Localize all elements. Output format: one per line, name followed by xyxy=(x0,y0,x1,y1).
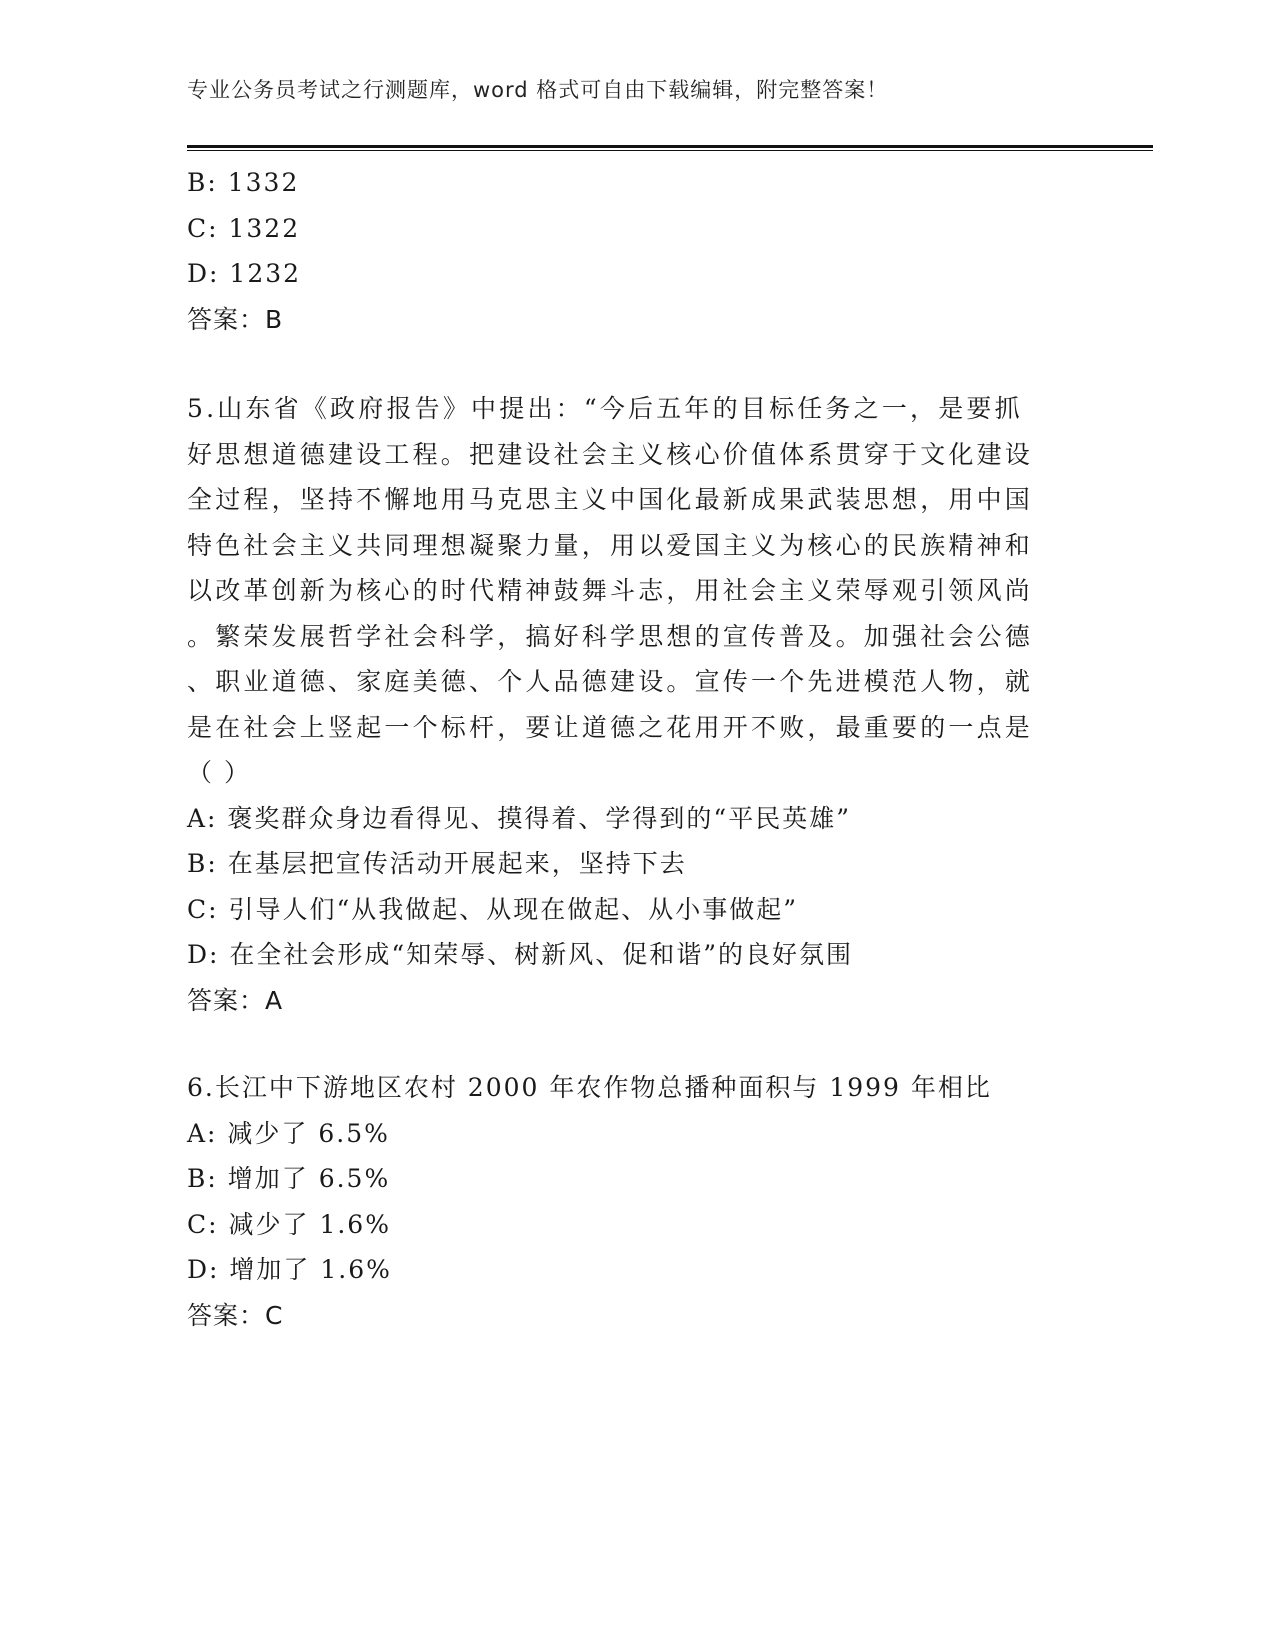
header-rule-thin xyxy=(187,150,1153,151)
option-b: B: 1332 xyxy=(187,168,300,197)
answer-line: 答案：A xyxy=(187,985,284,1015)
option-d: D: 1232 xyxy=(187,259,302,288)
question-content xyxy=(187,160,1067,1338)
option-d: D: 增加了 1.6% xyxy=(187,1255,392,1284)
question-5 xyxy=(187,386,1067,1023)
question-stem-line: 是在社会上竖起一个标杆，要让道德之花用开不败，最重要的一点是 xyxy=(187,712,1034,742)
option-c: C: 减少了 1.6% xyxy=(187,1209,391,1239)
answer-blank-parentheses: （ ） xyxy=(187,758,251,787)
question-stem-line: 好思想道德建设工程。把建设社会主义核心价值体系贯穿于文化建设 xyxy=(187,439,1034,469)
question-stem-line: 5.山东省《政府报告》中提出：“今后五年的目标任务之一，是要抓 xyxy=(187,394,1023,423)
page-header: 专业公务员考试之行测题库，word 格式可自由下载编辑，附完整答案！ xyxy=(187,78,889,102)
question-stem: 6.长江中下游地区农村 2000 年农作物总播种面积与 1999 年相比 xyxy=(187,1073,992,1102)
question-stem-line: 特色社会主义共同理想凝聚力量，用以爱国主义为核心的民族精神和 xyxy=(187,530,1034,560)
question-stem-line: 。繁荣发展哲学社会科学，搞好科学思想的宣传普及。加强社会公德 xyxy=(187,621,1034,651)
option-c: C: 1322 xyxy=(187,213,301,243)
question-4-tail xyxy=(187,160,1067,342)
header-rule-thick xyxy=(187,145,1153,148)
question-stem-line: 以改革创新为核心的时代精神鼓舞斗志，用社会主义荣辱观引领风尚 xyxy=(187,576,1034,605)
question-6 xyxy=(187,1065,1067,1338)
answer-line: 答案：C xyxy=(187,1300,284,1330)
option-d: D: 在全社会形成“知荣辱、树新风、促和谐”的良好氛围 xyxy=(187,940,853,969)
option-b: B: 增加了 6.5% xyxy=(187,1164,391,1193)
option-c: C: 引导人们“从我做起、从现在做起、从小事做起” xyxy=(187,894,799,924)
question-stem-line: 、职业道德、家庭美德、个人品德建设。宣传一个先进模范人物，就 xyxy=(187,667,1034,696)
question-stem-line: 全过程，坚持不懈地用马克思主义中国化最新成果武装思想，用中国 xyxy=(187,485,1034,514)
option-a: A: 减少了 6.5% xyxy=(187,1118,390,1148)
answer-line: 答案：B xyxy=(187,304,284,334)
option-a: A: 褒奖群众身边看得见、摸得着、学得到的“平民英雄” xyxy=(187,803,851,833)
option-b: B: 在基层把宣传活动开展起来，坚持下去 xyxy=(187,849,687,878)
